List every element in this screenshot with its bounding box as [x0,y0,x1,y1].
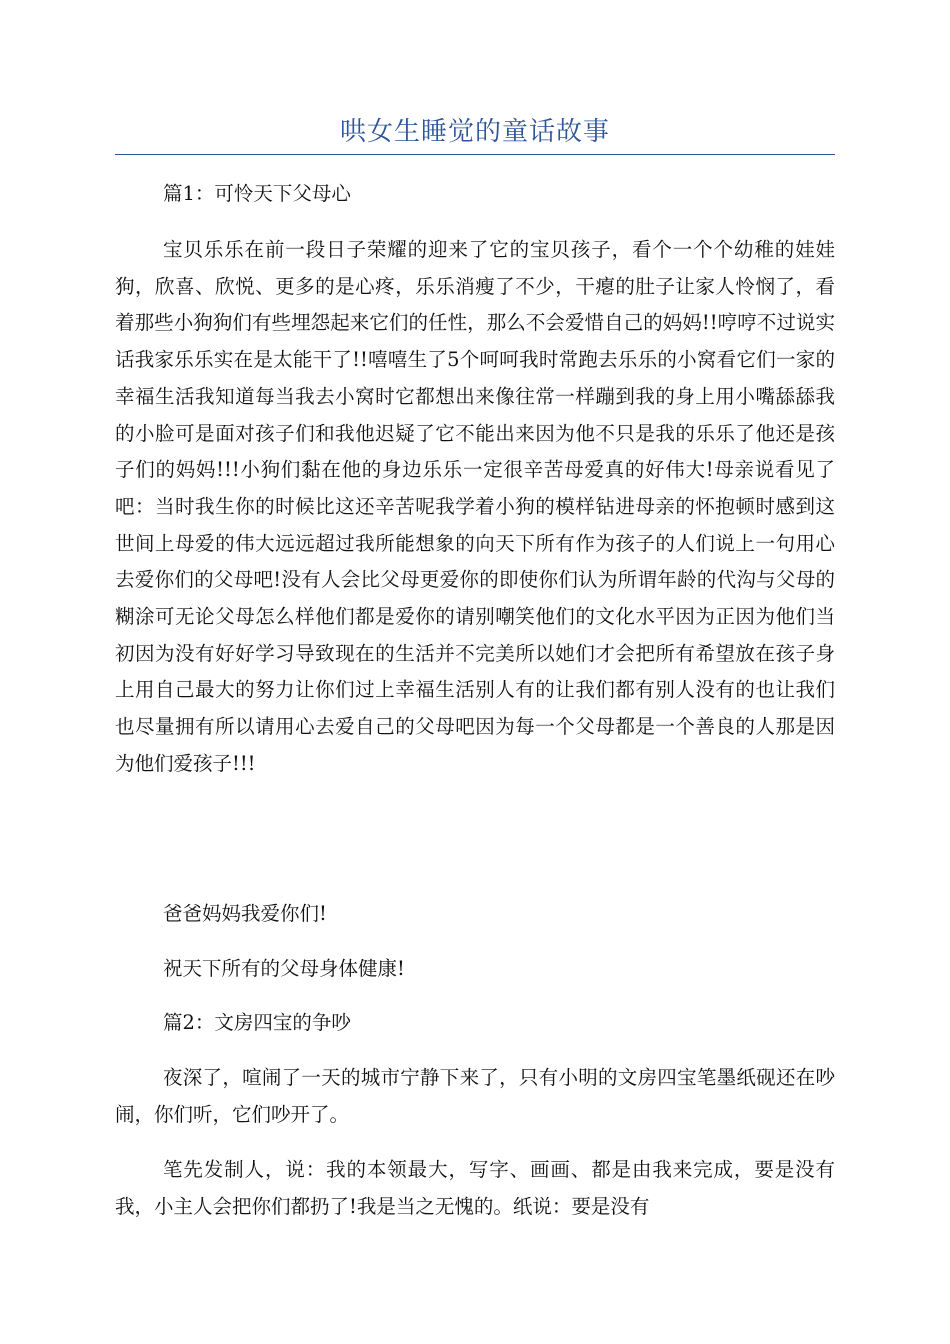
story-paragraph-3: 祝天下所有的父母身体健康! [163,957,405,980]
title-underline [115,154,835,155]
story-paragraph-2: 爸爸妈妈我爱你们! [163,902,327,925]
story-paragraph-1: 宝贝乐乐在前一段日子荣耀的迎来了它的宝贝孩子，看个一个个幼稚的娃娃狗，欣喜、欣悦、更多的是心疼，乐乐消瘦了不少，干瘪的肚子让家人怜悯了，看着那些小狗狗们有些埋怨起来它们的任性，那么不会爱惜自己的妈妈!!哼哼不过说实话我家乐乐实在是太能干了!!嘻嘻生了5个呵呵我时常跑去乐乐的小窝看它们一家的幸福生活我知道每当我去小窝时它都想出来像往常一样蹦到我的身上用小嘴舔舔我的小脸可是面对孩子们和我他迟疑了它不能出来因为他不只是我的乐乐了他还是孩子们的妈妈!!!小狗们黏在他的身边乐乐一定很辛苦母爱真的好伟大!母亲说看见了吧：当时我生你的时候比这还辛苦呢我学着小狗的模样钻进母亲的怀抱顿时感到这世间上母爱的伟大远远超过我所能想象的向天下所有作为孩子的人们说上一句用心去爱你们的父母吧!没有人会比父母更爱你的即使你们认为所谓年龄的代沟与父母的糊涂可无论父母怎么样他们都是爱你的请别嘲笑他们的文化水平因为正因为他们当初因为没有好好学习导致现在的生活并不完美所以她们才会把所有希望放在孩子身上用自己最大的努力让你们过上幸福生活别人有的让我们都有别人没有的也让我们也尽量拥有所以请用心去爱自己的父母吧因为每一个父母都是一个善良的人那是因为他们爱孩子!!! [115,238,835,775]
document-title: 哄女生睡觉的童话故事 [339,117,610,147]
story-paragraph-4: 夜深了，喧闹了一天的城市宁静下来了，只有小明的文房四宝笔墨纸砚还在吵闹，你们听，它们吵开了。 [115,1066,835,1126]
story-paragraph-5: 笔先发制人，说：我的本领最大，写字、画画、都是由我来完成，要是没有我，小主人会把你们都扔了!我是当之无愧的。纸说：要是没有 [115,1158,835,1218]
section-heading-2: 篇2：文房四宝的争吵 [163,1011,351,1034]
section-heading-1: 篇1：可怜天下父母心 [163,182,351,205]
